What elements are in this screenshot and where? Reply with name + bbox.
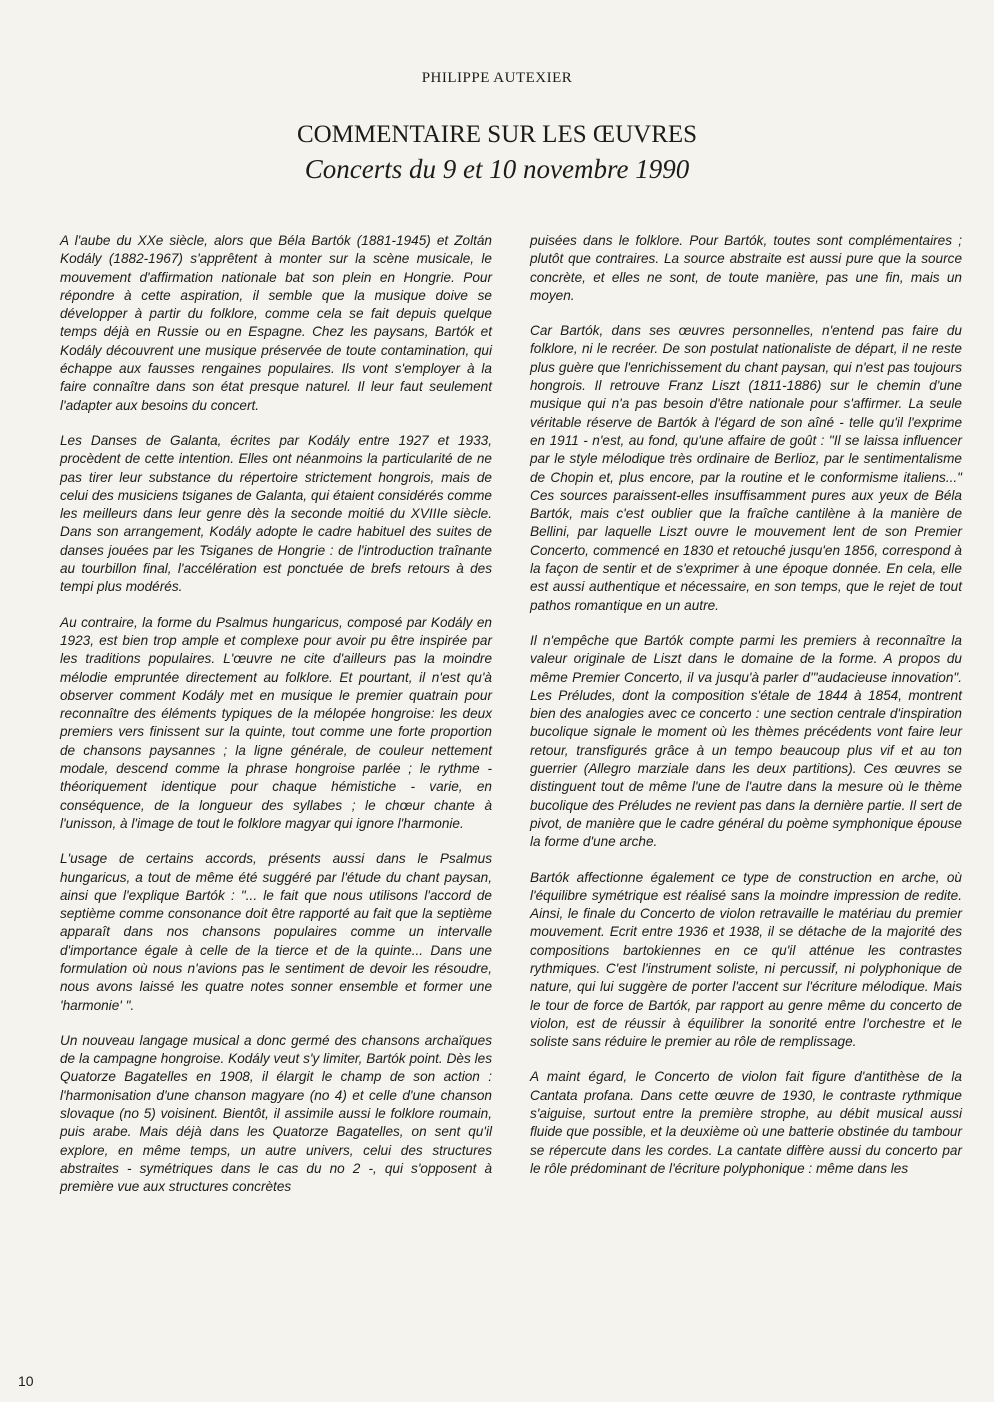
article-subtitle: Concerts du 9 et 10 novembre 1990: [304, 154, 690, 184]
paragraph: L'usage de certains accords, présents aussi dans le Psalmus hungaricus, a tout de même été suggéré par l'étude du chant paysan, ainsi que l'explique Bartók : "... le fait que nous utilisons l'accord de septième comme consonance doit être rapporté au fait que la septième apparaît dans nos chansons populaires comme un intervalle d'importance égale à celle de la tierce et de la quinte... Dans une formulation où nous n'avions pas le sentiment de devoir les résoudre, nous avons laissé les quatre notes sonner ensemble et former une 'harmonie' ".: [60, 851, 492, 1013]
paragraph: puisées dans le folklore. Pour Bartók, toutes sont complémentaires ; plutôt que contraires. La source abstraite est aussi pure que la source concrète, et elles ne sont, de toute manière, pas une fin, mais un moyen.: [530, 233, 962, 303]
paragraph: Bartók affectionne également ce type de construction en arche, où l'équilibre symétrique est réalisé sans la moindre impression de redite. Ainsi, le finale du Concerto de violon retravaille le matériau du premier mouvement. Ecrit entre 1936 et 1938, il se détache de la majorité des compositions bartokiennes en ce qu'il atténue les contrastes rythmiques. C'est l'instrument soliste, ni percussif, ni polyphonique de nature, qui lui suggère de porter l'accent sur l'écriture mélodique. Mais le tour de force de Bartók, par rapport au genre même du concerto de violon, est de réussir à équilibrer la sonorité entre l'orchestre et le soliste sans réduire le premier au rôle de remplissage.: [530, 869, 962, 1050]
article-title: COMMENTAIRE SUR LES ŒUVRES: [296, 121, 698, 148]
page-number: 10: [18, 1373, 34, 1389]
paragraph: Il n'empêche que Bartók compte parmi les premiers à reconnaître la valeur originale de Liszt dans le domaine de la forme. A propos du même Premier Concerto, il va jusqu'à parler d'"audacieuse innovation". Les Préludes, dont la composition s'étale de 1844 à 1854, montrent bien des analogies avec ce concerto : une section centrale d'inspiration bucolique signale le moment où les thèmes précédents vont faire leur retour, transfigurés grâce à un tempo beaucoup plus vif et au ton guerrier (Allegro marziale dans les deux partitions). Ces œuvres se distinguent tout de même l'une de l'autre dans la mesure où le thème bucolique des Préludes ne revient pas dans la dernière partie. Il sert de pivot, de manière que le cadre général du poème symphonique épouse la forme d'une arche.: [530, 632, 962, 850]
paragraph: Un nouveau langage musical a donc germé des chansons archaïques de la campagne hongroise. Kodály veut s'y limiter, Bartók point. Dès les Quatorze Bagatelles en 1908, il élargit le champ de son action : l'harmonisation d'une chanson magyare (no 4) et celle d'une chanson slovaque (no 5) voisinent. Bientôt, il assimile aussi le folklore roumain, puis arabe. Mais déjà dans les Quatorze Bagatelles, on sent qu'il explore, en même temps, un autre univers, celui des structures abstraites - symétriques dans le cas du no 2 -, qui s'opposent à première vue aux structures concrètes: [60, 1032, 492, 1195]
paragraph: A l'aube du XXe siècle, alors que Béla Bartók (1881-1945) et Zoltán Kodály (1882-1967) s'apprêtent à monter sur la scène musicale, le mouvement d'affirmation nationale bat son plein en Hongrie. Pour répondre à cette aspiration, il semble que la musique doive se développer à partir du folklore, comme cela se fait depuis quelque temps déjà en Russie ou en Espagne. Chez les paysans, Bartók et Kodály découvrent une musique préservée de toute contamination, qui échappe aux fausses rengaines populaires. Ils vont s'employer à la faire connaître dans son état presque naturel. Il leur faut seulement l'adapter aux besoins du concert.: [60, 233, 492, 413]
right-column: [530, 232, 962, 1195]
paragraph: A maint égard, le Concerto de violon fait figure d'antithèse de la Cantata profana. Dans cette œuvre de 1930, le contraste rythmique s'aiguise, surtout entre la première strophe, au débit musical aussi fluide que possible, et la deuxième où une batterie obstinée du tambour se répercute dans les cordes. La cantate diffère aussi du concerto par le rôle prédominant de l'écriture polyphonique : même dans les: [530, 1069, 962, 1176]
paragraph: Au contraire, la forme du Psalmus hungaricus, composé par Kodály en 1923, est bien trop ample et complexe pour avoir pu être inspirée par les traditions populaires. L'œuvre ne cite d'ailleurs pas la moindre mélodie empruntée directement au folklore. Et pourtant, il n'est qu'à observer comment Kodály met en musique le premier quatrain pour reconnaître des éléments typiques de la mélopée hongroise: les deux premiers vers finissent sur la quinte, tout comme une forte proportion de chansons paysannes ; la ligne générale, de couleur nettement modale, descend comme la phrase hongroise parlée ; le rythme - théoriquement identique pour chaque hémistiche - varie, en conséquence, de la longueur des syllabes ; le chœur chante à l'unisson, à l'image de tout le folklore magyar qui ignore l'harmonie.: [60, 614, 492, 831]
author-name: PHILIPPE AUTEXIER: [421, 70, 573, 86]
left-column: [60, 232, 492, 1214]
paragraph: Les Danses de Galanta, écrites par Kodály entre 1927 et 1933, procèdent de cette intention. Elles ont néanmoins la particularité de ne pas tirer leur substance du répertoire strictement hongrois, mais de celui des musiciens tsiganes de Galanta, qui étaient considérés comme les meilleurs dans leur genre dès la seconde moitié du XVIIIe siècle. Dans son arrangement, Kodály adopte le cadre habituel des suites de danses jouées par les Tsiganes de Hongrie : de l'introduction traînante au tourbillon final, l'accélération est ponctuée de brefs retours à des tempi plus modérés.: [60, 432, 492, 595]
paragraph: Car Bartók, dans ses œuvres personnelles, n'entend pas faire du folklore, ni le recréer. De son postulat nationaliste de départ, il ne reste plus guère que l'enrichissement du chant paysan, qui n'est pas toujours hongrois. Il retrouve Franz Liszt (1811-1886) sur le chemin d'une musique qui n'a pas besoin d'être nationale pour s'affirmer. La seule véritable réserve de Bartók à l'égard de son aîné - telle qu'il l'exprime en 1911 - n'est, au fond, qu'une affaire de goût : "Il se laissa influencer par le style mélodique très ordinaire de Berlioz, par le sentimentalisme de Chopin et, plus encore, par la routine et le conformisme italiens..." Ces sources paraissent-elles insuffisamment pures aux yeux de Béla Bartók, mais c'est oublier que la fraîche cantilène à la manière de Bellini, par laquelle Liszt ouvre le mouvement lent de son Premier Concerto, commencé en 1830 et retouché jusqu'en 1856, correspond à la façon de sentir et de s'exprimer à une époque donnée. En cela, elle est aussi authentique et nécessaire, en son temps, que le rejet de tout pathos romantique en un autre.: [530, 323, 962, 613]
